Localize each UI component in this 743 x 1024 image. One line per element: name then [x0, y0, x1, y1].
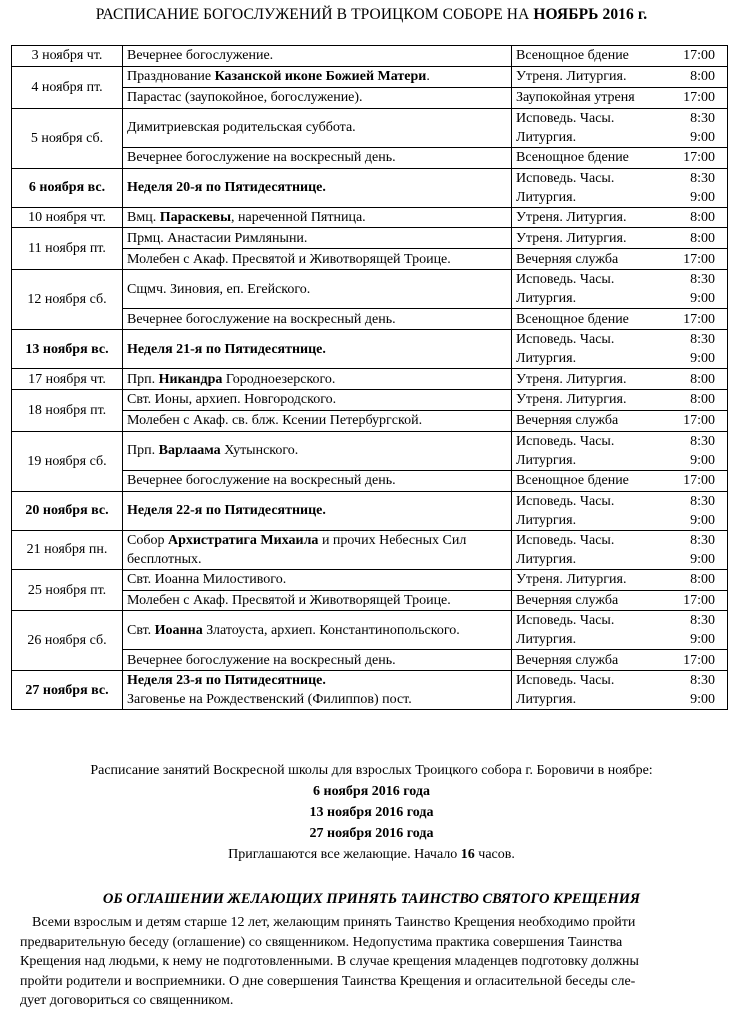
- event-title-part: , нареченной Пятница.: [231, 210, 366, 225]
- event-title-part: Неделя 22-я по Пятидесятнице.: [127, 503, 326, 519]
- service-name: Литургия.: [516, 189, 577, 205]
- event-title-part: .: [426, 69, 430, 85]
- schedule-time: [656, 410, 728, 431]
- service-name: Исповедь. Часы.: [516, 110, 615, 126]
- schedule-row: [12, 66, 728, 87]
- event-title-part: Неделя 21-я по Пятидесятнице.: [127, 341, 326, 357]
- service-time: 8:00: [690, 392, 715, 408]
- service-name: Литургия.: [516, 632, 577, 648]
- schedule-service: [512, 530, 656, 569]
- schedule-time: [656, 46, 728, 67]
- event-title: [127, 441, 507, 460]
- service-name: Вечерняя служба: [516, 251, 619, 267]
- schedule-time: [656, 431, 728, 470]
- schedule-event: [123, 569, 512, 590]
- event-title-part: Молебен с Акаф. Пресвятой и Животворящей Троице.: [127, 251, 451, 267]
- service-name: Литургия.: [516, 129, 577, 145]
- service-name: Литургия.: [516, 452, 577, 468]
- service-time: 17:00: [683, 251, 715, 267]
- event-title-part: Вечернее богослужение.: [127, 48, 274, 64]
- baptism-line: дует договориться со священником.: [20, 993, 234, 1008]
- service-time: 17:00: [683, 593, 715, 609]
- event-title-line2: бесплотных.: [127, 551, 202, 567]
- event-title-part: Вечернее богослужение на воскресный день.: [127, 311, 396, 327]
- schedule-table: [11, 45, 728, 710]
- schedule-time: [656, 330, 728, 369]
- service-time: 9:00: [690, 189, 715, 205]
- service-time: 9:00: [690, 351, 715, 367]
- service-name: Исповедь. Часы.: [516, 272, 615, 288]
- service-time: 9:00: [690, 452, 715, 468]
- schedule-event: [123, 390, 512, 411]
- service-name: Исповедь. Часы.: [516, 332, 615, 348]
- school-date: 6 ноября 2016 года: [313, 784, 430, 799]
- event-title-part: Собор: [127, 532, 168, 548]
- event-title-part: Вмц.: [127, 210, 160, 225]
- schedule-service: [512, 390, 656, 411]
- service-name: Всенощное бдение: [516, 150, 629, 166]
- event-title: [127, 591, 507, 610]
- event-title-part: Прмц. Анастасии Римляныни.: [127, 230, 308, 246]
- schedule-row: [12, 207, 728, 228]
- event-title: [127, 46, 507, 65]
- schedule-row: [12, 611, 728, 650]
- event-title-part: Прп.: [127, 443, 159, 459]
- service-time: 8:30: [690, 532, 715, 548]
- schedule-row: [12, 390, 728, 411]
- service-name: Вечерняя служба: [516, 593, 619, 609]
- baptism-line: Крещения над людьми, к нему не подготовленными. В случае крещения младенцев подготовку должны: [20, 954, 639, 969]
- schedule-date: 13 ноября вс.: [12, 330, 123, 369]
- schedule-event: [123, 46, 512, 67]
- baptism-line: Всеми взрослым и детям старше 12 лет, желающим принять Таинство Крещения необходимо пройти: [32, 915, 636, 930]
- school-invite: [0, 844, 743, 865]
- event-title: [127, 178, 507, 197]
- schedule-date: 19 ноября сб.: [12, 431, 123, 491]
- schedule-date: 17 ноября чт.: [12, 369, 123, 390]
- schedule-time: [656, 108, 728, 147]
- schedule-time: [656, 168, 728, 207]
- schedule-event: [123, 590, 512, 611]
- schedule-date: 12 ноября сб.: [12, 270, 123, 330]
- schedule-event: [123, 87, 512, 108]
- service-name: Исповедь. Часы.: [516, 433, 615, 449]
- schedule-row: [12, 569, 728, 590]
- schedule-time: [656, 87, 728, 108]
- service-name: Всенощное бдение: [516, 311, 629, 327]
- service-time: 8:30: [690, 332, 715, 348]
- schedule-service: [512, 431, 656, 470]
- schedule-service: [512, 590, 656, 611]
- event-title-part: Параскевы: [159, 210, 232, 225]
- schedule-service: [512, 108, 656, 147]
- service-name: Литургия.: [516, 351, 577, 367]
- schedule-event: [123, 431, 512, 470]
- schedule-event: [123, 207, 512, 228]
- schedule-time: [656, 369, 728, 390]
- service-time: 9:00: [690, 632, 715, 648]
- schedule-time: [656, 650, 728, 671]
- event-title-part: Вечернее богослужение на воскресный день.: [127, 150, 396, 166]
- service-time: 17:00: [683, 48, 715, 64]
- service-time: 17:00: [683, 150, 715, 166]
- schedule-event: [123, 270, 512, 309]
- event-title: [127, 501, 507, 520]
- event-title-part: Никандра: [158, 371, 223, 387]
- schedule-event: [123, 108, 512, 147]
- event-title-part: Варлаама: [158, 443, 221, 459]
- service-name: Литургия.: [516, 692, 577, 708]
- service-name: Литургия.: [516, 512, 577, 528]
- service-name: Исповедь. Часы.: [516, 532, 615, 548]
- service-name: Утреня. Литургия.: [516, 392, 627, 408]
- school-date: 13 ноября 2016 года: [309, 805, 434, 820]
- schedule-service: [512, 66, 656, 87]
- service-time: 17:00: [683, 413, 715, 429]
- schedule-row: [12, 228, 728, 249]
- schedule-event: [123, 309, 512, 330]
- schedule-service: [512, 228, 656, 249]
- service-name: Утреня. Литургия.: [516, 371, 627, 387]
- schedule-time: [656, 66, 728, 87]
- schedule-event: [123, 410, 512, 431]
- schedule-service: [512, 470, 656, 491]
- event-title: [127, 671, 507, 690]
- event-title-part: Городноезерского.: [222, 371, 336, 387]
- schedule-date: 11 ноября пт.: [12, 228, 123, 270]
- event-title-line2: Заговенье на Рождественский (Филиппов) пост.: [127, 692, 412, 708]
- schedule-time: [656, 611, 728, 650]
- schedule-service: [512, 147, 656, 168]
- service-time: 8:00: [690, 572, 715, 588]
- schedule-event: [123, 530, 512, 569]
- service-name: Исповедь. Часы.: [516, 673, 615, 689]
- schedule-row: [12, 491, 728, 530]
- schedule-time: [656, 470, 728, 491]
- event-title-part: Златоуста, архиеп. Константинопольского.: [202, 622, 460, 638]
- service-time: 8:00: [690, 69, 715, 85]
- schedule-service: [512, 410, 656, 431]
- schedule-date: 3 ноября чт.: [12, 46, 123, 67]
- event-title-part: Иоанна: [154, 622, 203, 638]
- schedule-time: [656, 671, 728, 710]
- title-prefix: РАСПИСАНИЕ БОГОСЛУЖЕНИЙ В ТРОИЦКОМ СОБОРЕ НА: [95, 6, 530, 23]
- schedule-service: [512, 207, 656, 228]
- service-time: 8:30: [690, 673, 715, 689]
- event-title-part: Димитриевская родительская суббота.: [127, 120, 356, 136]
- event-title: [127, 280, 507, 299]
- schedule-date: 4 ноября пт.: [12, 66, 123, 108]
- schedule-event: [123, 249, 512, 270]
- baptism-line: пройти родители и восприемники. О дне совершения Таинства Крещения и огласительной беседы сле-: [20, 973, 636, 989]
- schedule-time: [656, 309, 728, 330]
- schedule-row: [12, 46, 728, 67]
- service-time: 17:00: [683, 473, 715, 489]
- service-name: Утреня. Литургия.: [516, 210, 627, 225]
- event-title-part: Хутынского.: [220, 443, 299, 459]
- event-title: [127, 411, 507, 430]
- event-title-part: Прп.: [127, 371, 159, 387]
- service-name: Заупокойная утреня: [516, 90, 635, 106]
- schedule-service: [512, 611, 656, 650]
- schedule-service: [512, 491, 656, 530]
- schedule-time: [656, 207, 728, 228]
- event-title-part: Свт.: [127, 622, 155, 638]
- service-time: 17:00: [683, 652, 715, 668]
- schedule-event: [123, 611, 512, 650]
- schedule-time: [656, 390, 728, 411]
- schedule-service: [512, 249, 656, 270]
- event-title: [127, 471, 507, 490]
- schedule-event: [123, 168, 512, 207]
- schedule-event: [123, 147, 512, 168]
- schedule-time: [656, 491, 728, 530]
- event-title: [127, 148, 507, 167]
- schedule-row: [12, 431, 728, 470]
- service-name: Всенощное бдение: [516, 48, 629, 64]
- service-name: Вечерняя служба: [516, 413, 619, 429]
- schedule-date: 6 ноября вс.: [12, 168, 123, 207]
- service-time: 9:00: [690, 291, 715, 307]
- service-name: Утреня. Литургия.: [516, 69, 627, 85]
- schedule-service: [512, 569, 656, 590]
- event-title-part: Архистратига Михаила: [167, 532, 319, 548]
- service-time: 9:00: [690, 551, 715, 567]
- schedule-service: [512, 270, 656, 309]
- service-name: Утреня. Литургия.: [516, 230, 627, 246]
- page-title: [0, 6, 743, 24]
- schedule-row: [12, 530, 728, 569]
- service-time: 17:00: [683, 90, 715, 106]
- baptism-text: [20, 913, 724, 1011]
- schedule-service: [512, 650, 656, 671]
- service-name: Исповедь. Часы.: [516, 493, 615, 509]
- schedule-event: [123, 470, 512, 491]
- schedule-event: [123, 491, 512, 530]
- event-title: [127, 531, 507, 550]
- schedule-row: [12, 270, 728, 309]
- schedule-time: [656, 530, 728, 569]
- event-title-part: Сщмч. Зиновия, еп. Егейского.: [127, 281, 311, 297]
- schedule-time: [656, 270, 728, 309]
- service-name: Вечерняя служба: [516, 652, 619, 668]
- service-time: 9:00: [690, 692, 715, 708]
- schedule-row: [12, 330, 728, 369]
- event-title: [127, 621, 507, 640]
- schedule-row: [12, 671, 728, 710]
- service-time: 9:00: [690, 129, 715, 145]
- title-month: НОЯБРЬ 2016 г.: [533, 6, 648, 23]
- event-title-part: Казанской иконе Божией Матери: [214, 69, 427, 85]
- service-name: Исповедь. Часы.: [516, 170, 615, 186]
- schedule-time: [656, 569, 728, 590]
- event-title: [127, 229, 507, 248]
- event-title-part: Парастас (заупокойное, богослужение).: [127, 90, 363, 106]
- invite-hour: 16: [460, 847, 475, 862]
- schedule-time: [656, 249, 728, 270]
- schedule-event: [123, 330, 512, 369]
- schedule-event: [123, 228, 512, 249]
- service-time: 9:00: [690, 512, 715, 528]
- schedule-date: 10 ноября чт.: [12, 207, 123, 228]
- service-time: 8:00: [690, 371, 715, 387]
- schedule-date: 21 ноября пн.: [12, 530, 123, 569]
- schedule-time: [656, 590, 728, 611]
- event-title-part: Вечернее богослужение на воскресный день.: [127, 652, 396, 668]
- schedule-date: 18 ноября пт.: [12, 390, 123, 432]
- schedule-date: 20 ноября вс.: [12, 491, 123, 530]
- event-title: [127, 340, 507, 359]
- event-title-part: Празднование: [127, 69, 215, 85]
- schedule-time: [656, 147, 728, 168]
- invite-prefix: Приглашаются все желающие. Начало: [228, 847, 461, 862]
- service-name: Литургия.: [516, 291, 577, 307]
- event-title: [127, 208, 507, 227]
- event-title-part: Неделя 20-я по Пятидесятнице.: [127, 180, 326, 196]
- event-title-part: Свт. Иоанна Милостивого.: [127, 572, 287, 588]
- service-time: 8:30: [690, 613, 715, 629]
- service-time: 8:30: [690, 493, 715, 509]
- schedule-event: [123, 671, 512, 710]
- event-title: [127, 651, 507, 670]
- service-time: 8:30: [690, 433, 715, 449]
- service-time: 8:30: [690, 272, 715, 288]
- schedule-service: [512, 87, 656, 108]
- event-title-part: и прочих Небесных Сил: [318, 532, 467, 548]
- event-title: [127, 67, 507, 86]
- school-intro: Расписание занятий Воскресной школы для взрослых Троицкого собора г. Боровичи в ноябре:: [90, 763, 653, 778]
- event-title: [127, 570, 507, 589]
- service-time: 8:30: [690, 110, 715, 126]
- schedule-event: [123, 66, 512, 87]
- schedule-service: [512, 168, 656, 207]
- schedule-date: 26 ноября сб.: [12, 611, 123, 671]
- event-title: [127, 390, 507, 409]
- schedule-event: [123, 369, 512, 390]
- baptism-line: предварительную беседу (оглашение) со священником. Недопустима практика совершения Таинства: [20, 934, 623, 950]
- event-title: [127, 118, 507, 137]
- event-title-part: Свт. Ионы, архиеп. Новгородского.: [127, 392, 337, 408]
- invite-suffix: часов.: [474, 847, 515, 862]
- service-name: Всенощное бдение: [516, 473, 629, 489]
- schedule-row: [12, 108, 728, 147]
- event-title: [127, 88, 507, 107]
- schedule-row: [12, 369, 728, 390]
- service-time: 8:30: [690, 170, 715, 186]
- event-title: [127, 370, 507, 389]
- event-title: [127, 250, 507, 269]
- service-name: Литургия.: [516, 551, 577, 567]
- schedule-date: 25 ноября пт.: [12, 569, 123, 611]
- schedule-date: 27 ноября вс.: [12, 671, 123, 710]
- school-date: 27 ноября 2016 года: [309, 826, 434, 841]
- service-name: Утреня. Литургия.: [516, 572, 627, 588]
- schedule-service: [512, 309, 656, 330]
- event-title: [127, 310, 507, 329]
- service-time: 17:00: [683, 311, 715, 327]
- baptism-heading: ОБ ОГЛАШЕНИИ ЖЕЛАЮЩИХ ПРИНЯТЬ ТАИНСТВО СВЯТОГО КРЕЩЕНИЯ: [102, 891, 641, 907]
- schedule-service: [512, 369, 656, 390]
- schedule-service: [512, 330, 656, 369]
- event-title-part: Вечернее богослужение на воскресный день.: [127, 473, 396, 489]
- schedule-date: 5 ноября сб.: [12, 108, 123, 168]
- event-title-part: Неделя 23-я по Пятидесятнице.: [127, 673, 326, 689]
- schedule-event: [123, 650, 512, 671]
- schedule-service: [512, 46, 656, 67]
- sunday-school-section: [0, 760, 743, 865]
- schedule-service: [512, 671, 656, 710]
- schedule-time: [656, 228, 728, 249]
- event-title-part: Молебен с Акаф. св. блж. Ксении Петербургской.: [127, 413, 423, 429]
- schedule-row: [12, 168, 728, 207]
- event-title-part: Молебен с Акаф. Пресвятой и Животворящей Троице.: [127, 593, 451, 609]
- service-name: Исповедь. Часы.: [516, 613, 615, 629]
- service-time: 8:00: [690, 230, 715, 246]
- service-time: 8:00: [690, 210, 715, 225]
